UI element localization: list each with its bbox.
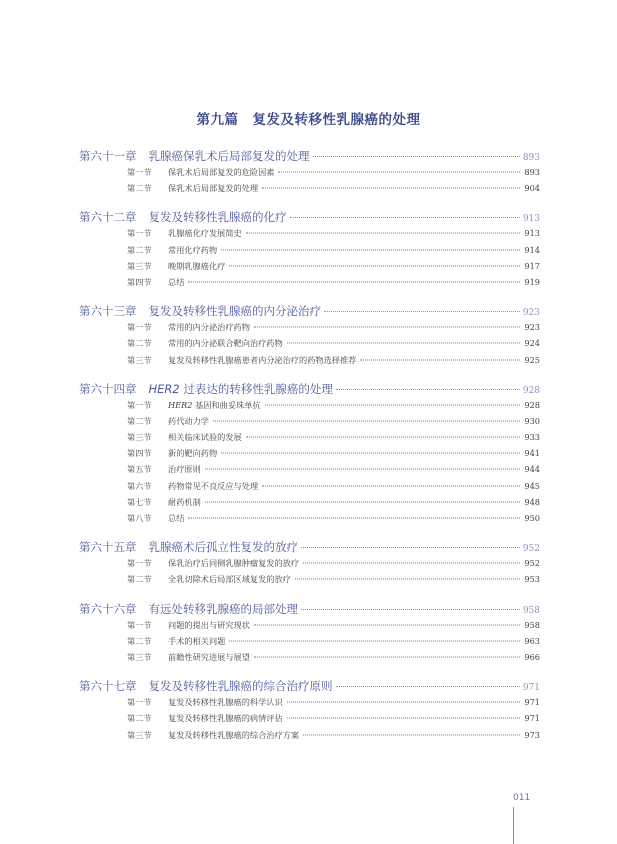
chapter-entry-page: 893 xyxy=(522,153,540,163)
chapter-entry-number: 第六十六章 xyxy=(79,601,137,616)
part-title: 第九篇 复发及转移性乳腺癌的处理 xyxy=(196,112,421,128)
section-entry-page: 963 xyxy=(524,635,540,646)
section-entry-number: 第二节 xyxy=(127,574,152,585)
dot-leader xyxy=(213,420,520,421)
chapter-entry-title xyxy=(149,539,299,555)
chapter-entry-title xyxy=(149,678,333,694)
dot-leader xyxy=(336,686,520,687)
chapter-entry-title xyxy=(149,381,333,397)
section-entry-number: 第三节 xyxy=(127,729,152,740)
section-entry-title xyxy=(168,636,225,647)
chapter-block xyxy=(79,303,540,371)
chapter-block xyxy=(79,381,540,530)
section-entry-number: 第二节 xyxy=(127,415,152,426)
section-entry-title xyxy=(168,277,184,288)
section-entry-title xyxy=(168,416,209,427)
chapter-entry-title-text: 复发及转移性乳腺癌的化疗 xyxy=(148,210,287,225)
section-entry[interactable] xyxy=(79,713,540,729)
dot-leader xyxy=(287,718,521,719)
chapter-entry-title xyxy=(149,303,322,319)
dot-leader xyxy=(301,609,520,610)
dot-leader xyxy=(254,624,520,625)
section-entry[interactable] xyxy=(79,481,540,497)
section-entry-number: 第一节 xyxy=(127,399,152,410)
chapter-entry-page: 958 xyxy=(522,605,540,616)
section-entry-title-text: 复发及转移性乳腺癌患者内分泌治疗的药物选择推荐 xyxy=(168,354,357,365)
dot-leader xyxy=(301,547,520,548)
chapter-entry-title-text: 乳腺癌术后孤立性复发的放疗 xyxy=(148,540,298,555)
section-entry-number: 第八节 xyxy=(127,513,152,523)
section-entry-page: 928 xyxy=(524,399,540,410)
dot-leader xyxy=(303,563,520,564)
section-entry-number: 第一节 xyxy=(127,167,152,177)
section-entry-title-text: 常用的内分泌联合靶向治疗药物 xyxy=(168,338,283,349)
section-entry-title-text: 常用的内分泌治疗药物 xyxy=(168,322,250,333)
section-entry-number: 第一节 xyxy=(127,558,152,569)
section-entry-title xyxy=(168,497,201,508)
chapter-entry-title-text: 乳腺癌保乳术后局部复发的处理 xyxy=(148,149,310,163)
section-entry-number: 第二节 xyxy=(127,635,152,646)
chapter-block xyxy=(79,148,540,199)
chapter-entry-number: 第六十一章 xyxy=(79,149,137,163)
section-entry-page: 971 xyxy=(524,697,540,708)
section-entry-title-text: 总结 xyxy=(168,513,185,523)
section-entry[interactable] xyxy=(79,652,540,668)
dot-leader xyxy=(313,156,520,157)
section-entry-title-text: 基因和曲妥珠单抗 xyxy=(192,399,261,410)
section-entry-title xyxy=(168,730,299,741)
section-entry-title-text: 复发及转移性乳腺癌的病情评估 xyxy=(168,713,283,724)
section-entry-number: 第二节 xyxy=(127,244,152,255)
dot-leader xyxy=(336,389,520,390)
section-entry-title xyxy=(168,167,274,178)
section-entry-title-text: 晚期乳腺癌化疗 xyxy=(168,260,226,271)
section-entry-title-text: 问题的提出与研究现状 xyxy=(168,619,250,630)
section-entry-title xyxy=(168,652,250,663)
section-entry[interactable] xyxy=(79,277,540,293)
section-entry-number: 第六节 xyxy=(127,480,152,491)
dot-leader xyxy=(287,343,521,344)
dot-leader xyxy=(246,233,521,234)
section-entry-title-text: 常用化疗药物 xyxy=(168,244,218,255)
section-entry-title-text: 保乳治疗后同侧乳腺肿瘤复发的放疗 xyxy=(168,558,300,569)
section-entry-title-text: 新的靶向药物 xyxy=(168,448,218,459)
section-entry[interactable] xyxy=(79,338,540,354)
chapter-entry-page: 923 xyxy=(522,308,540,319)
section-entry-page: 950 xyxy=(524,513,540,523)
section-entry[interactable] xyxy=(79,497,540,513)
section-entry-page: 914 xyxy=(524,244,540,255)
chapter-entry-title-text: 过表达的转移性乳腺癌的处理 xyxy=(179,381,333,396)
chapter-entry[interactable] xyxy=(79,678,540,697)
section-entry-title xyxy=(168,261,225,272)
dot-leader xyxy=(295,579,521,580)
section-entry-title xyxy=(168,355,356,366)
section-entry-page: 917 xyxy=(524,260,540,271)
dot-leader xyxy=(324,311,520,312)
section-entry-title xyxy=(168,464,201,475)
section-entry-page: 966 xyxy=(524,651,540,662)
dot-leader xyxy=(265,404,521,405)
section-entry-number: 第二节 xyxy=(127,338,152,349)
section-entry-title-text: 乳腺癌化疗发展简史 xyxy=(168,228,242,239)
chapter-entry-number: 第六十四章 xyxy=(79,381,137,396)
page-rule xyxy=(513,807,514,844)
section-entry-page: 933 xyxy=(524,432,540,443)
chapter-entry-title xyxy=(149,601,299,617)
section-entry-title xyxy=(168,513,184,524)
section-entry-number: 第一节 xyxy=(127,697,152,708)
chapter-block xyxy=(79,539,540,590)
section-entry-page: 924 xyxy=(524,338,540,349)
chapter-entry-page: 913 xyxy=(522,214,540,225)
dot-leader xyxy=(278,172,520,173)
page-number: 011 xyxy=(513,793,531,803)
dot-leader xyxy=(188,518,520,519)
dot-leader xyxy=(246,437,521,438)
section-entry[interactable] xyxy=(79,464,540,480)
dot-leader xyxy=(254,327,520,328)
chapter-block xyxy=(79,601,540,669)
chapter-entry[interactable] xyxy=(79,381,540,400)
section-entry-title-text: 保乳术后局部复发的处理 xyxy=(168,183,259,194)
section-entry-title xyxy=(168,620,250,631)
dot-leader xyxy=(229,640,520,641)
chapter-entry-number: 第六十三章 xyxy=(79,304,137,319)
section-entry-number: 第四节 xyxy=(127,276,152,287)
chapter-entry[interactable] xyxy=(79,539,540,558)
dot-leader xyxy=(254,656,520,657)
section-entry[interactable] xyxy=(79,261,540,277)
section-entry[interactable] xyxy=(79,228,540,244)
chapter-block xyxy=(79,678,540,746)
section-entry-title xyxy=(168,228,242,239)
chapter-entry-title xyxy=(149,148,310,164)
section-entry-page: 919 xyxy=(524,276,540,287)
section-entry-title-text: 保乳术后局部复发的危险因素 xyxy=(168,167,275,177)
section-entry-title xyxy=(168,322,250,333)
section-entry-number: 第二节 xyxy=(127,713,152,724)
section-entry-page: 925 xyxy=(524,354,540,365)
chapter-entry-page: 952 xyxy=(522,544,540,555)
dot-leader xyxy=(229,265,520,266)
section-entry-title xyxy=(168,183,258,194)
chapter-entry-title xyxy=(149,209,287,225)
dot-leader xyxy=(262,188,520,189)
section-entry-page: 953 xyxy=(524,574,540,585)
section-entry-title-text: 总结 xyxy=(168,276,185,287)
dot-leader xyxy=(205,469,521,470)
section-entry-page: 971 xyxy=(524,713,540,724)
section-entry[interactable] xyxy=(79,400,540,416)
section-entry-number: 第三节 xyxy=(127,354,152,365)
section-entry-title xyxy=(168,574,291,585)
section-entry-title-text: 药代动力学 xyxy=(168,415,209,426)
chapter-block xyxy=(79,209,540,293)
section-entry-page: 941 xyxy=(524,448,540,459)
chapter-entry-title-italic: HER2 xyxy=(148,381,180,396)
section-entry-title xyxy=(168,713,283,724)
dot-leader xyxy=(303,734,520,735)
section-entry[interactable] xyxy=(79,183,540,199)
chapter-entry[interactable] xyxy=(79,209,540,228)
section-entry-title-text: 复发及转移性乳腺癌的科学认识 xyxy=(168,697,283,708)
section-entry[interactable] xyxy=(79,574,540,590)
section-entry-page: 973 xyxy=(524,729,540,740)
section-entry-title-text: 相关临床试验的发展 xyxy=(168,432,242,443)
dot-leader xyxy=(188,281,520,282)
section-entry[interactable] xyxy=(79,355,540,371)
dot-leader xyxy=(290,217,520,218)
section-entry[interactable] xyxy=(79,513,540,529)
section-entry-title-text: 手术的相关问题 xyxy=(168,635,226,646)
section-entry-page: 913 xyxy=(524,228,540,239)
chapter-entry-number: 第六十二章 xyxy=(79,210,137,225)
section-entry[interactable] xyxy=(79,697,540,713)
section-entry-page: 904 xyxy=(524,183,540,194)
section-entry[interactable] xyxy=(79,730,540,746)
section-entry-number: 第三节 xyxy=(127,651,152,662)
dot-leader xyxy=(287,702,521,703)
chapter-entry-title-text: 复发及转移性乳腺癌的综合治疗原则 xyxy=(148,679,333,694)
section-entry-title xyxy=(168,400,261,411)
section-entry-title-text: 全乳切除术后局部区域复发的放疗 xyxy=(168,574,291,585)
section-entry[interactable] xyxy=(79,620,540,636)
section-entry-page: 930 xyxy=(524,415,540,426)
section-entry[interactable] xyxy=(79,167,540,183)
section-entry-title-text: 耐药机制 xyxy=(168,496,201,507)
section-entry-number: 第一节 xyxy=(127,322,152,333)
section-entry-title-italic: HER2 xyxy=(168,399,193,410)
section-entry-page: 923 xyxy=(524,322,540,333)
section-entry-number: 第一节 xyxy=(127,619,152,630)
section-entry-page: 952 xyxy=(524,558,540,569)
chapter-entry-title-text: 有远处转移乳腺癌的局部处理 xyxy=(148,601,298,616)
section-entry-page: 945 xyxy=(524,480,540,491)
section-entry-title xyxy=(168,448,217,459)
chapter-entry-number: 第六十五章 xyxy=(79,540,137,555)
section-entry-number: 第一节 xyxy=(127,228,152,239)
section-entry-page: 893 xyxy=(524,167,540,177)
chapter-entry[interactable] xyxy=(79,148,540,167)
dot-leader xyxy=(360,359,520,360)
section-entry-page: 948 xyxy=(524,496,540,507)
section-entry-page: 944 xyxy=(524,464,540,475)
chapter-entry-page: 971 xyxy=(522,683,540,694)
section-entry[interactable] xyxy=(79,245,540,261)
section-entry-title xyxy=(168,481,258,492)
section-entry-title-text: 前瞻性研究进展与展望 xyxy=(168,651,250,662)
section-entry[interactable] xyxy=(79,322,540,338)
chapter-entry-number: 第六十七章 xyxy=(79,679,137,694)
dot-leader xyxy=(221,453,520,454)
section-entry-title-text: 复发及转移性乳腺癌的综合治疗方案 xyxy=(168,729,300,740)
section-entry-title xyxy=(168,245,217,256)
section-entry-number: 第七节 xyxy=(127,496,152,507)
dot-leader xyxy=(262,485,520,486)
chapter-entry[interactable] xyxy=(79,601,540,620)
section-entry[interactable] xyxy=(79,432,540,448)
section-entry-title xyxy=(168,432,242,443)
section-entry-number: 第四节 xyxy=(127,448,152,459)
section-entry-page: 958 xyxy=(524,619,540,630)
section-entry-number: 第二节 xyxy=(127,183,152,194)
section-entry-title xyxy=(168,558,299,569)
section-entry-title xyxy=(168,338,283,349)
table-of-contents xyxy=(79,148,540,756)
chapter-entry-page: 928 xyxy=(522,385,540,396)
section-entry[interactable] xyxy=(79,448,540,464)
section-entry-title-text: 治疗原则 xyxy=(168,464,201,475)
section-entry[interactable] xyxy=(79,416,540,432)
chapter-entry-title-text: 复发及转移性乳腺癌的内分泌治疗 xyxy=(148,304,321,319)
section-entry-number: 第五节 xyxy=(127,464,152,475)
section-entry-number: 第三节 xyxy=(127,432,152,443)
section-entry-title xyxy=(168,697,283,708)
section-entry-number: 第三节 xyxy=(127,260,152,271)
section-entry[interactable] xyxy=(79,636,540,652)
dot-leader xyxy=(221,249,520,250)
dot-leader xyxy=(205,501,521,502)
section-entry[interactable] xyxy=(79,558,540,574)
chapter-entry[interactable] xyxy=(79,303,540,322)
section-entry-title-text: 药物常见不良反应与处理 xyxy=(168,480,259,491)
